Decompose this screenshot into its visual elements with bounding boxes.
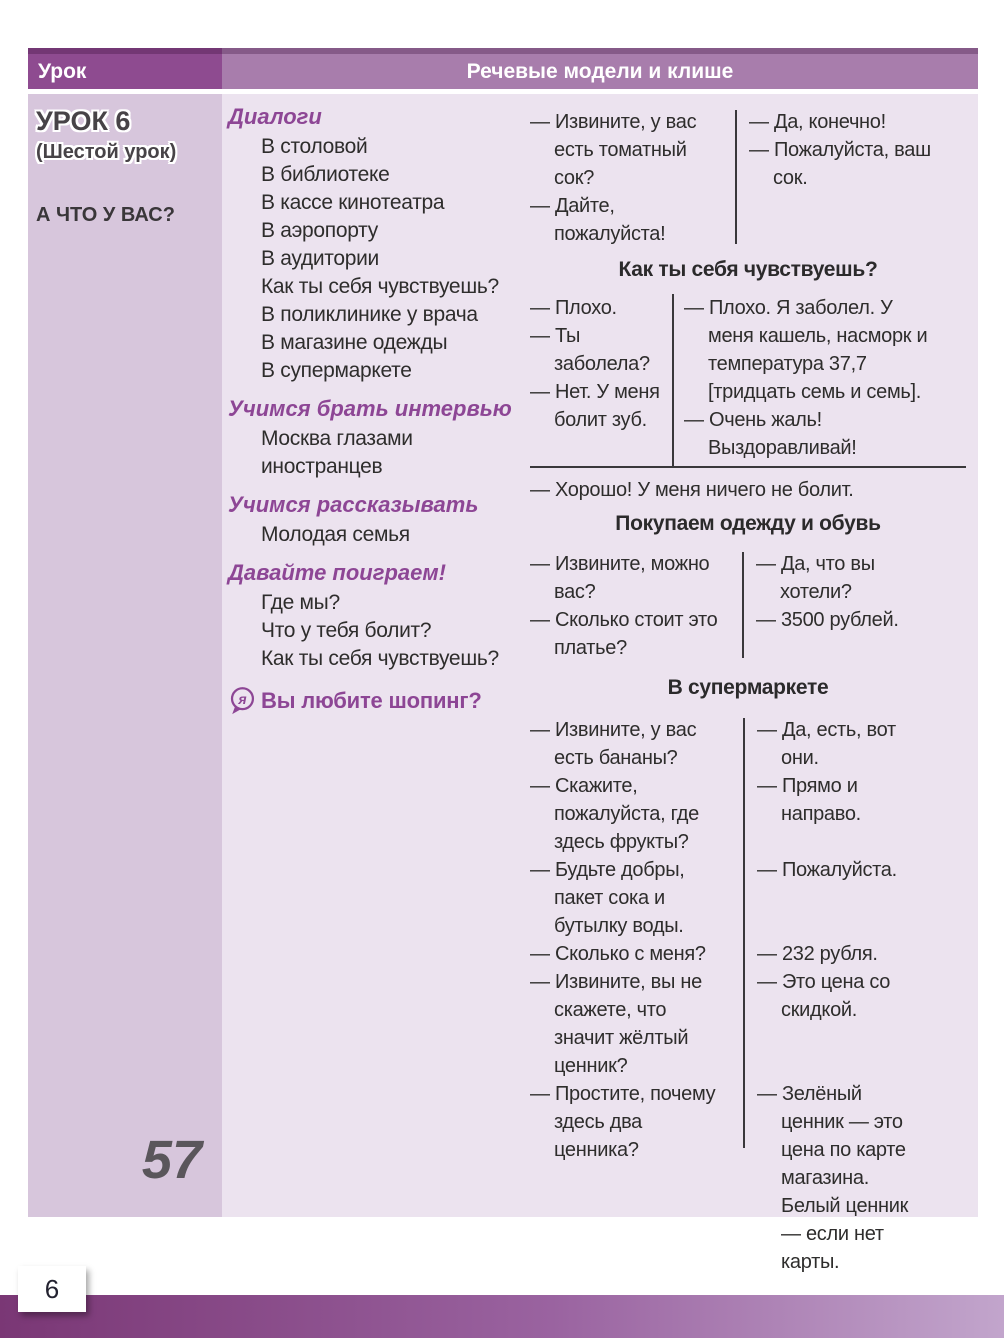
topic-item: Где мы? [261, 591, 340, 614]
dialogue-answers [742, 550, 966, 662]
dialogue-line: — Плохо. [530, 297, 617, 319]
section-heading-supermarket: В супермаркете [667, 676, 829, 699]
header-cell-lesson: Урок [28, 48, 222, 89]
dialogue-divider [743, 718, 745, 1148]
footer-bar [0, 1295, 1004, 1338]
dialogue-line: — 3500 рублей. [756, 609, 899, 631]
topic-item: Как ты себя чувствуешь? [261, 647, 499, 670]
dialogue-block-illness [530, 294, 966, 468]
dialogue-questions [530, 716, 743, 1276]
dialogue-line: — Да, конечно! [749, 111, 886, 133]
table-header [28, 48, 978, 89]
topic-item: Что у тебя болит? [261, 619, 432, 642]
section-heading-storytelling: Учимся рассказывать [228, 492, 479, 517]
dialogue-line: — Очень жаль! Выздоравливай! [684, 409, 857, 459]
topic-item: В библиотеке [261, 163, 390, 186]
dialogue-line: — Будьте добры, пакет сока и бутылку воды. [530, 859, 685, 937]
header-cell-speech: Речевые модели и клише [222, 48, 978, 89]
speech-column [522, 94, 978, 1273]
section-heading-dialogues: Диалоги [228, 104, 322, 129]
dialogue-divider [735, 110, 737, 244]
dialogue-line: — Да, что вы хотели? [756, 553, 875, 603]
section-heading-clothes: Покупаем одежду и обувь [615, 512, 881, 535]
dialogue-line: — Извините, у вас есть томатный сок? [530, 111, 697, 189]
topic-item: В аэропорту [261, 219, 378, 242]
lesson-subtitle: (Шестой урок) [36, 141, 177, 163]
dialogue-line: — Скажите, пожалуйста, где здесь фрукты? [530, 775, 699, 853]
dialogue-questions [530, 294, 672, 462]
dialogue-line: — Извините, у вас есть бананы? [530, 719, 697, 769]
page-number: 6 [44, 1274, 60, 1304]
lesson-page-number: 57 [141, 1130, 202, 1190]
lesson-theme: А ЧТО У ВАС? [36, 204, 175, 226]
dialogue-answers [672, 294, 966, 462]
dialogue-line: — Простите, почему здесь два ценника? [530, 1083, 716, 1161]
lesson-column [28, 94, 222, 1217]
dialogue-line: — Это цена со скидкой. [757, 971, 891, 1021]
section-heading-feeling: Как ты себя чувствуешь? [618, 258, 878, 281]
topic-item: Молодая семья [261, 523, 410, 546]
dialogue-line: — Да, есть, вот они. [757, 719, 896, 769]
dialogue-line: — Извините, можно вас? [530, 553, 710, 603]
dialogue-questions [530, 108, 735, 248]
topic-item: В столовой [261, 135, 368, 158]
topic-item: В аудитории [261, 247, 379, 270]
topics-column [222, 94, 522, 1217]
dialogue-line: — Пожалуйста, ваш сок. [749, 139, 931, 189]
speech-bubble-ya-icon [228, 686, 256, 716]
topic-item: В супермаркете [261, 359, 412, 382]
audio-task-row [228, 686, 522, 716]
dialogue-line: — 232 рубля. [757, 943, 878, 965]
dialogue-block-supermarket [530, 716, 966, 1276]
topic-item: В магазине одежды [261, 331, 448, 354]
dialogue-line: — Зелёный ценник — это цена по карте магазина. Белый ценник — если нет карты. [757, 1083, 909, 1273]
page-number-box [18, 1266, 86, 1312]
dialogue-line: — Сколько с меня? [530, 943, 706, 965]
dialogue-questions [530, 550, 742, 662]
dialogue-line: — Плохо. Я заболел. У меня кашель, насморк и температура 37,7 [тридцать семь и семь]. [684, 297, 928, 403]
dialogue-block-clothes [530, 550, 966, 662]
dialogue-divider [742, 552, 744, 658]
dialogue-divider [672, 294, 674, 466]
dialogue-answers [735, 108, 966, 248]
dialogue-line: — Извините, вы не скажете, что значит жёлтый ценник? [530, 971, 702, 1077]
dialogue-line: — Прямо и направо. [757, 775, 861, 825]
dialogue-line: — Дайте, пожалуйста! [530, 195, 666, 245]
dialogue-answers [743, 716, 966, 1276]
topic-item: В поликлинике у врача [261, 303, 478, 326]
topic-item: Москва глазами иностранцев [261, 427, 413, 478]
dialogue-line: — Сколько стоит это платье? [530, 609, 718, 659]
audio-task-label: Вы любите шопинг? [261, 688, 482, 713]
dialogue-line: — Пожалуйста. [757, 859, 897, 881]
lesson-title: УРОК 6 [36, 106, 131, 136]
section-heading-interview: Учимся брать интервью [228, 396, 512, 421]
dialogue-line: — Хорошо! У меня ничего не болит. [530, 479, 854, 501]
dialogue-line: — Нет. У меня болит зуб. [530, 381, 660, 431]
topic-item: В кассе кинотеатра [261, 191, 445, 214]
svg-text:я: я [238, 690, 247, 707]
content-region [222, 94, 978, 1273]
dialogue-line: — Ты заболела? [530, 325, 650, 375]
topic-item: Как ты себя чувствуешь? [261, 275, 499, 298]
table-body [28, 94, 978, 1273]
section-heading-play: Давайте поиграем! [228, 560, 446, 585]
dialogue-block-juice [530, 108, 966, 248]
